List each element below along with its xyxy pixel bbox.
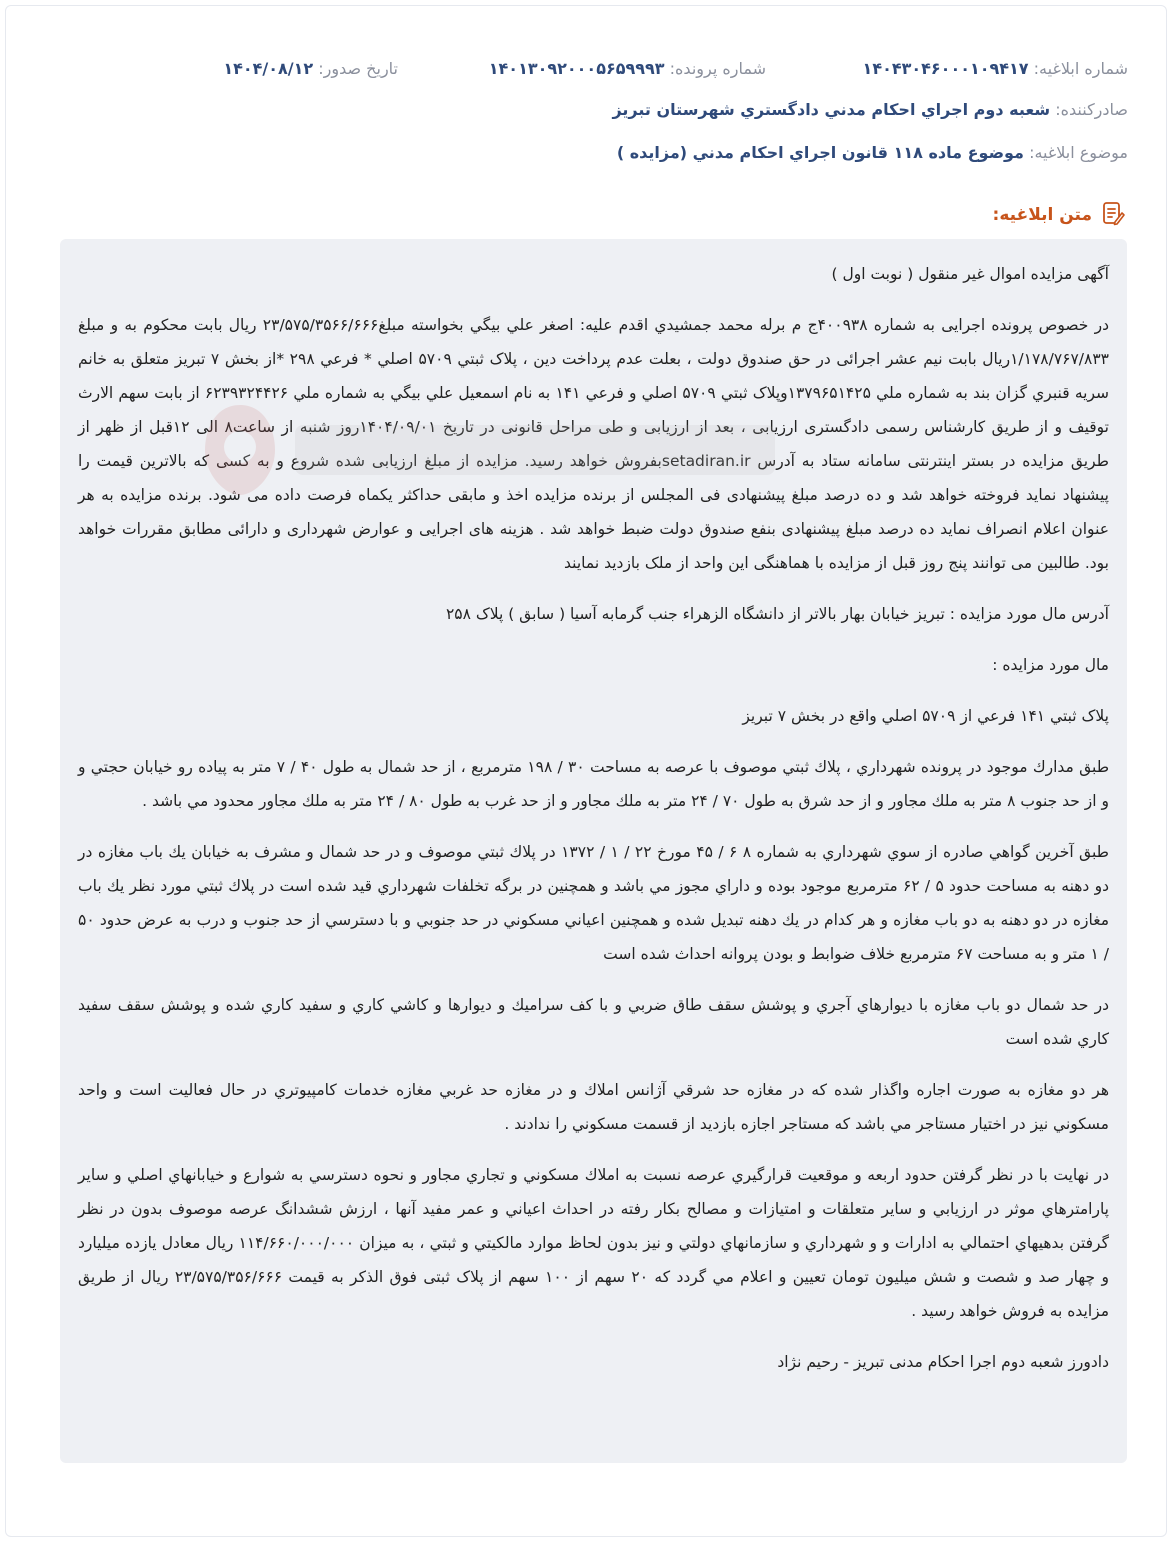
meta-row-issuer <box>46 98 1128 122</box>
body-heading-text: متن ابلاغیه: <box>992 205 1092 225</box>
meta-row-subject <box>46 141 1128 165</box>
document-edit-icon <box>1100 200 1126 231</box>
issue-date <box>223 57 398 81</box>
paragraph-boundaries: طبق مدارك موجود در پرونده شهرداري ، پلاك ثبتي موصوف با عرصه به مساحت ۳۰ / ۱۹۸ مترمربع ، از حد شمال به طول ۴۰ / ۷ متر به پياده رو خيابان حجتي و و از حد جنوب ۸ متر به ملك مجاور و از حد شرق به طول ۷۰ / ۲۴ متر به ملك مجاور و از حد غرب به طول ۸۰ / ۲۴ متر به ملك مجاور محدود مي باشد . <box>78 758 1110 810</box>
paragraph-plate: پلاک ثبتي ۱۴۱ فرعي از ۵۷۰۹ اصلي واقع در بخش ۷ تبريز <box>742 707 1109 725</box>
issue-date-value: ۱۴۰۴/۰۸/۱۲ <box>223 59 314 78</box>
subject-label: موضوع ابلاغیه: <box>1029 143 1128 162</box>
paragraph-tenancy: هر دو مغازه به صورت اجاره واگذار شده كه در مغازه حد شرقي آژانس املاك و در مغازه حد غربي مغازه خدمات كامپيوتري در حال فعاليت است و واحد مسكوني نيز در اختيار مستاجر مي باشد كه مستاجر اجازه بازديد از قسمت مسكوني را ندادند . <box>78 1081 1109 1133</box>
case-number-label: شماره پرونده: <box>669 59 766 78</box>
case-number <box>489 57 766 81</box>
paragraph-property-heading: مال مورد مزایده : <box>992 656 1109 674</box>
issuer-value: شعبه دوم اجراي احکام مدني دادگستري شهرستان تبريز <box>612 100 1051 119</box>
paragraph-shop-description: در حد شمال دو باب مغازه با ديوارهاي آجري و پوشش سقف طاق ضربي و با كف سراميك و ديوارها و كاشي كاري و سفيد كاري شده و پوشش سقف سفيد كاري شده است <box>78 996 1109 1048</box>
paragraph-signature: دادورز شعبه دوم اجرا احکام مدنی تبریز - رحیم نژاد <box>777 1353 1109 1371</box>
notice-number-label: شماره ابلاغیه: <box>1033 59 1128 78</box>
notice-number-value: ۱۴۰۴۳۰۴۶۰۰۰۱۰۹۴۱۷ <box>862 59 1029 78</box>
subject-value: موضوع ماده ۱۱۸ قانون اجراي احکام مدني (مزايده ) <box>616 143 1024 162</box>
notice-number <box>863 57 1128 81</box>
notice-title: آگهی مزایده اموال غیر منقول ( نوبت اول ) <box>831 265 1109 283</box>
paragraph-municipal-certificate: طبق آخرين گواهي صادره از سوي شهرداري به شماره ۸ ۶ / ۴۵ مورخ ۲۲ / ۱ / ۱۳۷۲ در پلاك ثبتي موصوف و در حد شمال و مشرف به خيابان يك باب مغازه در دو دهنه به مساحت حدود ۵ / ۶۲ مترمربع موجود بوده و داراي مجوز مي باشد و همچنين در برگه تخلفات شهرداري قيد شده است در پلاك ثبتي مورد نظر يك باب مغازه در دو دهنه به دو باب مغازه و هر كدام در يك دهنه تبديل شده و همچنين اعياني مسكوني در حد جنوبي و با دسترسي از حد جنوب و درب به عرض حدود ۵۰ / ۱ متر و به مساحت ۶۷ مترمربع خلاف ضوابط و بودن پروانه احداث شده است <box>78 843 1109 963</box>
paragraph-address: آدرس مال مورد مزایده : تبریز خیابان بهار بالاتر از دانشگاه الزهراء جنب گرمابه آسیا ( سابق ) پلاک ۲۵۸ <box>445 605 1109 623</box>
notice-body-panel <box>60 239 1127 1463</box>
paragraph-case-details: در خصوص پرونده اجرایی به شماره ۴۰۰۹۳۸ج م برله محمد جمشيدي اقدم عليه: اصغر علي بيگي بخواسته مبلغ۲۳/۵۷۵/۳۵۶۶/۶۶۶ ريال بابت محکوم به و مبلغ ۱/۱۷۸/۷۶۷/۸۳۳ريال بابت نیم عشر اجرائی در حق صندوق دولت ، بعلت عدم پرداخت دین ، پلاک ثبتي ۵۷۰۹ اصلي * فرعي ۲۹۸ *از بخش ۷ تبریز متعلق به خانم سريه قنبري گزان بند به شماره ملي ۱۳۷۹۶۵۱۴۲۵وپلاک ثبتي ۵۷۰۹ اصلي و فرعي ۱۴۱ به نام اسمعيل علي بيگي به شماره ملي ۶۲۳۹۳۲۴۴۲۶ از بابت سهم الارث توقيف و از طريق کارشناس رسمی دادگستری ارزیابی ، بعد از ارزیابی و طی مراحل قانونی در تاریخ ۱۴۰۴/۰۹/۰۱روز شنبه از ساعت۸ الی ۱۲قبل از ظهر از طریق مزایده در بستر اینترنتی سامانه ستاد به آدرس setadiran.irبفروش خواهد رسید. مزایده از مبلغ ارزیابی شده شروع و به کسی که بالاترین قیمت را پیشنهاد نماید فروخته خواهد شد و ده درصد مبلغ پیشنهادی فی المجلس از برنده مزایده اخذ و مابقی حداکثر یکماه فرصت داده می شود. برنده مزایده به هر عنوان اعلام انصراف نماید ده درصد مبلغ پیشنهادی بنفع صندوق دولت ضبط خواهد شد . هزینه های اجرایی و عوارض شهرداری و دارائی مطابق مقررات خواهد بود. طالبین می توانند پنج روز قبل از مزایده با هماهنگی این واحد از ملک بازدید نمایند <box>78 316 1109 572</box>
issue-date-label: تاریخ صدور: <box>318 59 398 78</box>
body-heading <box>993 200 1126 230</box>
paragraph-valuation: در نهايت با در نظر گرفتن حدود اربعه و موقعيت قرارگيري عرصه نسبت به املاك مسكوني و تجاري مجاور و نحوه دسترسي به شوارع و خيابانهاي اصلي و ساير پارامترهاي موثر در ارزيابي و ساير متعلقات و امتيازات و مصالح بكار رفته در احداث اعياني و عمر مفيد آنها ، ارزش ششدانگ عرصه موصوف بدون در نظر گرفتن بدهيهاي احتمالي به ادارات و و شهرداري و سازمانهاي دولتي و نيز بدون لحاظ موارد مالكيتي و ثبتي ، به ميزان ۱۱۴/۶۶۰/۰۰۰/۰۰۰ ريال معادل يازده ميليارد و چهار صد و شصت و شش ميليون تومان تعيين و اعلام مي گردد كه ۲۰ سهم از ۱۰۰ سهم از پلاک ثبتی فوق الذکر به قیمت ۲۳/۵۷۵/۳۵۶/۶۶۶ ریال از طریق مزایده به فروش خواهد رسید . <box>78 1166 1109 1320</box>
issuer-label: صادرکننده: <box>1055 100 1128 119</box>
case-number-value: ۱۴۰۱۳۰۹۲۰۰۰۵۶۵۹۹۹۳ <box>488 59 665 78</box>
